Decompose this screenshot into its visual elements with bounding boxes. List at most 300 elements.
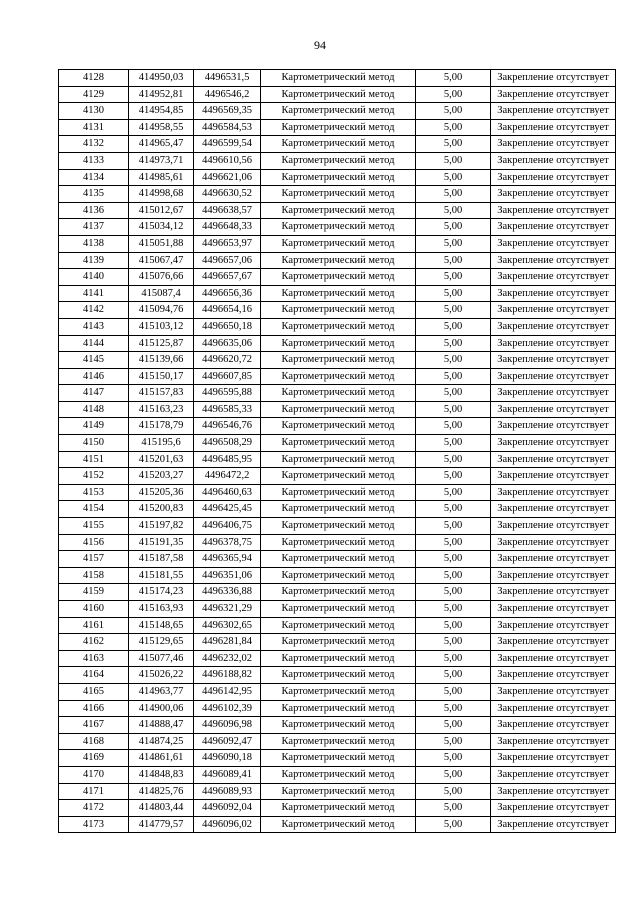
point-number-cell: 4131 xyxy=(59,119,129,136)
y-coordinate-cell: 4496089,93 xyxy=(194,783,261,800)
x-coordinate-cell: 414985,61 xyxy=(129,169,194,186)
table-row xyxy=(59,119,616,136)
x-coordinate-cell: 415076,66 xyxy=(129,269,194,286)
accuracy-cell: 5,00 xyxy=(416,119,491,136)
table-row xyxy=(59,451,616,468)
method-cell: Картометрический метод xyxy=(261,385,416,402)
method-cell: Картометрический метод xyxy=(261,335,416,352)
x-coordinate-cell: 415163,93 xyxy=(129,601,194,618)
table-row xyxy=(59,683,616,700)
y-coordinate-cell: 4496096,98 xyxy=(194,717,261,734)
point-number-cell: 4141 xyxy=(59,285,129,302)
accuracy-cell: 5,00 xyxy=(416,152,491,169)
y-coordinate-cell: 4496599,54 xyxy=(194,136,261,153)
method-cell: Картометрический метод xyxy=(261,136,416,153)
point-number-cell: 4143 xyxy=(59,318,129,335)
accuracy-cell: 5,00 xyxy=(416,385,491,402)
accuracy-cell: 5,00 xyxy=(416,717,491,734)
accuracy-cell: 5,00 xyxy=(416,783,491,800)
table-row xyxy=(59,518,616,535)
accuracy-cell: 5,00 xyxy=(416,800,491,817)
fixing-cell: Закрепление отсутствует xyxy=(491,766,616,783)
table-row xyxy=(59,86,616,103)
point-number-cell: 4156 xyxy=(59,534,129,551)
method-cell: Картометрический метод xyxy=(261,70,416,87)
y-coordinate-cell: 4496096,02 xyxy=(194,816,261,833)
accuracy-cell: 5,00 xyxy=(416,86,491,103)
method-cell: Картометрический метод xyxy=(261,800,416,817)
table-row xyxy=(59,617,616,634)
accuracy-cell: 5,00 xyxy=(416,169,491,186)
x-coordinate-cell: 415150,17 xyxy=(129,368,194,385)
x-coordinate-cell: 414825,76 xyxy=(129,783,194,800)
method-cell: Картометрический метод xyxy=(261,219,416,236)
x-coordinate-cell: 415103,12 xyxy=(129,318,194,335)
point-number-cell: 4142 xyxy=(59,302,129,319)
accuracy-cell: 5,00 xyxy=(416,252,491,269)
method-cell: Картометрический метод xyxy=(261,186,416,203)
method-cell: Картометрический метод xyxy=(261,617,416,634)
fixing-cell: Закрепление отсутствует xyxy=(491,717,616,734)
x-coordinate-cell: 414958,55 xyxy=(129,119,194,136)
table-row xyxy=(59,252,616,269)
table-row xyxy=(59,700,616,717)
y-coordinate-cell: 4496425,45 xyxy=(194,501,261,518)
y-coordinate-cell: 4496657,06 xyxy=(194,252,261,269)
point-number-cell: 4147 xyxy=(59,385,129,402)
point-number-cell: 4139 xyxy=(59,252,129,269)
point-number-cell: 4148 xyxy=(59,401,129,418)
accuracy-cell: 5,00 xyxy=(416,103,491,120)
table-row xyxy=(59,385,616,402)
table-row xyxy=(59,186,616,203)
method-cell: Картометрический метод xyxy=(261,269,416,286)
y-coordinate-cell: 4496142,95 xyxy=(194,683,261,700)
fixing-cell: Закрепление отсутствует xyxy=(491,385,616,402)
accuracy-cell: 5,00 xyxy=(416,551,491,568)
table-row xyxy=(59,567,616,584)
fixing-cell: Закрепление отсутствует xyxy=(491,235,616,252)
x-coordinate-cell: 415178,79 xyxy=(129,418,194,435)
x-coordinate-cell: 414900,06 xyxy=(129,700,194,717)
fixing-cell: Закрепление отсутствует xyxy=(491,401,616,418)
accuracy-cell: 5,00 xyxy=(416,584,491,601)
fixing-cell: Закрепление отсутствует xyxy=(491,750,616,767)
table-row xyxy=(59,103,616,120)
point-number-cell: 4160 xyxy=(59,601,129,618)
y-coordinate-cell: 4496657,67 xyxy=(194,269,261,286)
method-cell: Картометрический метод xyxy=(261,501,416,518)
point-number-cell: 4171 xyxy=(59,783,129,800)
page-number: 94 xyxy=(314,38,326,52)
method-cell: Картометрический метод xyxy=(261,534,416,551)
point-number-cell: 4155 xyxy=(59,518,129,535)
accuracy-cell: 5,00 xyxy=(416,368,491,385)
method-cell: Картометрический метод xyxy=(261,816,416,833)
table-row xyxy=(59,302,616,319)
y-coordinate-cell: 4496546,76 xyxy=(194,418,261,435)
fixing-cell: Закрепление отсутствует xyxy=(491,551,616,568)
fixing-cell: Закрепление отсутствует xyxy=(491,667,616,684)
x-coordinate-cell: 414963,77 xyxy=(129,683,194,700)
method-cell: Картометрический метод xyxy=(261,368,416,385)
point-number-cell: 4158 xyxy=(59,567,129,584)
table-row xyxy=(59,551,616,568)
table-row xyxy=(59,468,616,485)
y-coordinate-cell: 4496654,16 xyxy=(194,302,261,319)
fixing-cell: Закрепление отсутствует xyxy=(491,152,616,169)
y-coordinate-cell: 4496406,75 xyxy=(194,518,261,535)
point-number-cell: 4145 xyxy=(59,352,129,369)
accuracy-cell: 5,00 xyxy=(416,136,491,153)
fixing-cell: Закрепление отсутствует xyxy=(491,700,616,717)
method-cell: Картометрический метод xyxy=(261,584,416,601)
y-coordinate-cell: 4496281,84 xyxy=(194,634,261,651)
fixing-cell: Закрепление отсутствует xyxy=(491,484,616,501)
point-number-cell: 4151 xyxy=(59,451,129,468)
fixing-cell: Закрепление отсутствует xyxy=(491,368,616,385)
y-coordinate-cell: 4496595,88 xyxy=(194,385,261,402)
table-row xyxy=(59,534,616,551)
accuracy-cell: 5,00 xyxy=(416,335,491,352)
fixing-cell: Закрепление отсутствует xyxy=(491,169,616,186)
fixing-cell: Закрепление отсутствует xyxy=(491,136,616,153)
method-cell: Картометрический метод xyxy=(261,567,416,584)
table-row xyxy=(59,269,616,286)
table-row xyxy=(59,352,616,369)
fixing-cell: Закрепление отсутствует xyxy=(491,683,616,700)
point-number-cell: 4150 xyxy=(59,435,129,452)
accuracy-cell: 5,00 xyxy=(416,601,491,618)
table-row xyxy=(59,368,616,385)
method-cell: Картометрический метод xyxy=(261,717,416,734)
method-cell: Картометрический метод xyxy=(261,401,416,418)
y-coordinate-cell: 4496620,72 xyxy=(194,352,261,369)
method-cell: Картометрический метод xyxy=(261,468,416,485)
fixing-cell: Закрепление отсутствует xyxy=(491,86,616,103)
accuracy-cell: 5,00 xyxy=(416,567,491,584)
accuracy-cell: 5,00 xyxy=(416,534,491,551)
point-number-cell: 4164 xyxy=(59,667,129,684)
y-coordinate-cell: 4496188,82 xyxy=(194,667,261,684)
accuracy-cell: 5,00 xyxy=(416,518,491,535)
table-row xyxy=(59,783,616,800)
x-coordinate-cell: 415201,63 xyxy=(129,451,194,468)
point-number-cell: 4159 xyxy=(59,584,129,601)
y-coordinate-cell: 4496653,97 xyxy=(194,235,261,252)
point-number-cell: 4165 xyxy=(59,683,129,700)
accuracy-cell: 5,00 xyxy=(416,435,491,452)
y-coordinate-cell: 4496585,33 xyxy=(194,401,261,418)
fixing-cell: Закрепление отсутствует xyxy=(491,435,616,452)
x-coordinate-cell: 415067,47 xyxy=(129,252,194,269)
y-coordinate-cell: 4496485,95 xyxy=(194,451,261,468)
table-row xyxy=(59,285,616,302)
fixing-cell: Закрепление отсутствует xyxy=(491,219,616,236)
point-number-cell: 4138 xyxy=(59,235,129,252)
point-number-cell: 4149 xyxy=(59,418,129,435)
x-coordinate-cell: 415087,4 xyxy=(129,285,194,302)
table-row xyxy=(59,584,616,601)
y-coordinate-cell: 4496365,94 xyxy=(194,551,261,568)
point-number-cell: 4153 xyxy=(59,484,129,501)
accuracy-cell: 5,00 xyxy=(416,186,491,203)
accuracy-cell: 5,00 xyxy=(416,766,491,783)
x-coordinate-cell: 415157,83 xyxy=(129,385,194,402)
accuracy-cell: 5,00 xyxy=(416,451,491,468)
x-coordinate-cell: 415012,67 xyxy=(129,202,194,219)
x-coordinate-cell: 414779,57 xyxy=(129,816,194,833)
method-cell: Картометрический метод xyxy=(261,700,416,717)
y-coordinate-cell: 4496092,47 xyxy=(194,733,261,750)
fixing-cell: Закрепление отсутствует xyxy=(491,202,616,219)
method-cell: Картометрический метод xyxy=(261,103,416,120)
fixing-cell: Закрепление отсутствует xyxy=(491,650,616,667)
table-row xyxy=(59,650,616,667)
method-cell: Картометрический метод xyxy=(261,451,416,468)
method-cell: Картометрический метод xyxy=(261,766,416,783)
fixing-cell: Закрепление отсутствует xyxy=(491,252,616,269)
x-coordinate-cell: 414803,44 xyxy=(129,800,194,817)
accuracy-cell: 5,00 xyxy=(416,202,491,219)
method-cell: Картометрический метод xyxy=(261,202,416,219)
table-row xyxy=(59,667,616,684)
accuracy-cell: 5,00 xyxy=(416,235,491,252)
accuracy-cell: 5,00 xyxy=(416,219,491,236)
x-coordinate-cell: 414952,81 xyxy=(129,86,194,103)
x-coordinate-cell: 414950,03 xyxy=(129,70,194,87)
fixing-cell: Закрепление отсутствует xyxy=(491,103,616,120)
y-coordinate-cell: 4496650,18 xyxy=(194,318,261,335)
y-coordinate-cell: 4496630,52 xyxy=(194,186,261,203)
method-cell: Картометрический метод xyxy=(261,302,416,319)
method-cell: Картометрический метод xyxy=(261,285,416,302)
table-row xyxy=(59,750,616,767)
table-row xyxy=(59,484,616,501)
accuracy-cell: 5,00 xyxy=(416,733,491,750)
x-coordinate-cell: 415197,82 xyxy=(129,518,194,535)
method-cell: Картометрический метод xyxy=(261,551,416,568)
table-row xyxy=(59,800,616,817)
method-cell: Картометрический метод xyxy=(261,152,416,169)
x-coordinate-cell: 415148,65 xyxy=(129,617,194,634)
table-row xyxy=(59,70,616,87)
table-row xyxy=(59,219,616,236)
method-cell: Картометрический метод xyxy=(261,634,416,651)
y-coordinate-cell: 4496460,63 xyxy=(194,484,261,501)
method-cell: Картометрический метод xyxy=(261,235,416,252)
fixing-cell: Закрепление отсутствует xyxy=(491,468,616,485)
accuracy-cell: 5,00 xyxy=(416,302,491,319)
accuracy-cell: 5,00 xyxy=(416,418,491,435)
x-coordinate-cell: 414965,47 xyxy=(129,136,194,153)
y-coordinate-cell: 4496607,85 xyxy=(194,368,261,385)
point-number-cell: 4128 xyxy=(59,70,129,87)
fixing-cell: Закрепление отсутствует xyxy=(491,285,616,302)
coordinates-table-body xyxy=(59,70,616,833)
x-coordinate-cell: 415051,88 xyxy=(129,235,194,252)
point-number-cell: 4172 xyxy=(59,800,129,817)
accuracy-cell: 5,00 xyxy=(416,667,491,684)
accuracy-cell: 5,00 xyxy=(416,484,491,501)
point-number-cell: 4137 xyxy=(59,219,129,236)
point-number-cell: 4157 xyxy=(59,551,129,568)
point-number-cell: 4167 xyxy=(59,717,129,734)
x-coordinate-cell: 414848,83 xyxy=(129,766,194,783)
fixing-cell: Закрепление отсутствует xyxy=(491,269,616,286)
method-cell: Картометрический метод xyxy=(261,169,416,186)
y-coordinate-cell: 4496472,2 xyxy=(194,468,261,485)
table-row xyxy=(59,335,616,352)
method-cell: Картометрический метод xyxy=(261,783,416,800)
accuracy-cell: 5,00 xyxy=(416,318,491,335)
fixing-cell: Закрепление отсутствует xyxy=(491,70,616,87)
accuracy-cell: 5,00 xyxy=(416,617,491,634)
x-coordinate-cell: 415200,83 xyxy=(129,501,194,518)
fixing-cell: Закрепление отсутствует xyxy=(491,800,616,817)
method-cell: Картометрический метод xyxy=(261,119,416,136)
point-number-cell: 4173 xyxy=(59,816,129,833)
fixing-cell: Закрепление отсутствует xyxy=(491,534,616,551)
method-cell: Картометрический метод xyxy=(261,352,416,369)
point-number-cell: 4169 xyxy=(59,750,129,767)
table-row xyxy=(59,766,616,783)
accuracy-cell: 5,00 xyxy=(416,352,491,369)
x-coordinate-cell: 415077,46 xyxy=(129,650,194,667)
y-coordinate-cell: 4496610,56 xyxy=(194,152,261,169)
coordinates-table xyxy=(58,69,616,833)
point-number-cell: 4134 xyxy=(59,169,129,186)
x-coordinate-cell: 415205,36 xyxy=(129,484,194,501)
accuracy-cell: 5,00 xyxy=(416,401,491,418)
table-row xyxy=(59,418,616,435)
method-cell: Картометрический метод xyxy=(261,667,416,684)
point-number-cell: 4168 xyxy=(59,733,129,750)
method-cell: Картометрический метод xyxy=(261,750,416,767)
x-coordinate-cell: 414998,68 xyxy=(129,186,194,203)
x-coordinate-cell: 415026,22 xyxy=(129,667,194,684)
point-number-cell: 4163 xyxy=(59,650,129,667)
x-coordinate-cell: 415187,58 xyxy=(129,551,194,568)
fixing-cell: Закрепление отсутствует xyxy=(491,352,616,369)
accuracy-cell: 5,00 xyxy=(416,285,491,302)
point-number-cell: 4135 xyxy=(59,186,129,203)
fixing-cell: Закрепление отсутствует xyxy=(491,816,616,833)
table-row xyxy=(59,733,616,750)
y-coordinate-cell: 4496638,57 xyxy=(194,202,261,219)
point-number-cell: 4140 xyxy=(59,269,129,286)
x-coordinate-cell: 415094,76 xyxy=(129,302,194,319)
point-number-cell: 4162 xyxy=(59,634,129,651)
table-row xyxy=(59,169,616,186)
y-coordinate-cell: 4496656,36 xyxy=(194,285,261,302)
table-row xyxy=(59,235,616,252)
method-cell: Картометрический метод xyxy=(261,318,416,335)
accuracy-cell: 5,00 xyxy=(416,683,491,700)
fixing-cell: Закрепление отсутствует xyxy=(491,518,616,535)
table-row xyxy=(59,501,616,518)
method-cell: Картометрический метод xyxy=(261,418,416,435)
table-row xyxy=(59,634,616,651)
point-number-cell: 4166 xyxy=(59,700,129,717)
accuracy-cell: 5,00 xyxy=(416,816,491,833)
table-row xyxy=(59,401,616,418)
fixing-cell: Закрепление отсутствует xyxy=(491,418,616,435)
point-number-cell: 4170 xyxy=(59,766,129,783)
y-coordinate-cell: 4496584,53 xyxy=(194,119,261,136)
x-coordinate-cell: 414888,47 xyxy=(129,717,194,734)
accuracy-cell: 5,00 xyxy=(416,650,491,667)
fixing-cell: Закрепление отсутствует xyxy=(491,634,616,651)
method-cell: Картометрический метод xyxy=(261,86,416,103)
fixing-cell: Закрепление отсутствует xyxy=(491,335,616,352)
y-coordinate-cell: 4496635,06 xyxy=(194,335,261,352)
point-number-cell: 4129 xyxy=(59,86,129,103)
table-row xyxy=(59,318,616,335)
y-coordinate-cell: 4496378,75 xyxy=(194,534,261,551)
accuracy-cell: 5,00 xyxy=(416,501,491,518)
point-number-cell: 4130 xyxy=(59,103,129,120)
accuracy-cell: 5,00 xyxy=(416,269,491,286)
y-coordinate-cell: 4496531,5 xyxy=(194,70,261,87)
x-coordinate-cell: 415129,65 xyxy=(129,634,194,651)
x-coordinate-cell: 415034,12 xyxy=(129,219,194,236)
fixing-cell: Закрепление отсутствует xyxy=(491,302,616,319)
fixing-cell: Закрепление отсутствует xyxy=(491,318,616,335)
accuracy-cell: 5,00 xyxy=(416,70,491,87)
fixing-cell: Закрепление отсутствует xyxy=(491,601,616,618)
method-cell: Картометрический метод xyxy=(261,601,416,618)
accuracy-cell: 5,00 xyxy=(416,750,491,767)
fixing-cell: Закрепление отсутствует xyxy=(491,501,616,518)
fixing-cell: Закрепление отсутствует xyxy=(491,119,616,136)
x-coordinate-cell: 414874,25 xyxy=(129,733,194,750)
fixing-cell: Закрепление отсутствует xyxy=(491,451,616,468)
point-number-cell: 4146 xyxy=(59,368,129,385)
x-coordinate-cell: 415191,35 xyxy=(129,534,194,551)
method-cell: Картометрический метод xyxy=(261,683,416,700)
point-number-cell: 4154 xyxy=(59,501,129,518)
y-coordinate-cell: 4496302,65 xyxy=(194,617,261,634)
y-coordinate-cell: 4496351,06 xyxy=(194,567,261,584)
fixing-cell: Закрепление отсутствует xyxy=(491,186,616,203)
y-coordinate-cell: 4496090,18 xyxy=(194,750,261,767)
x-coordinate-cell: 414954,85 xyxy=(129,103,194,120)
y-coordinate-cell: 4496092,04 xyxy=(194,800,261,817)
x-coordinate-cell: 415125,87 xyxy=(129,335,194,352)
fixing-cell: Закрепление отсутствует xyxy=(491,584,616,601)
x-coordinate-cell: 415163,23 xyxy=(129,401,194,418)
point-number-cell: 4136 xyxy=(59,202,129,219)
fixing-cell: Закрепление отсутствует xyxy=(491,783,616,800)
point-number-cell: 4133 xyxy=(59,152,129,169)
accuracy-cell: 5,00 xyxy=(416,634,491,651)
table-row xyxy=(59,717,616,734)
table-row xyxy=(59,601,616,618)
y-coordinate-cell: 4496569,35 xyxy=(194,103,261,120)
x-coordinate-cell: 415139,66 xyxy=(129,352,194,369)
point-number-cell: 4144 xyxy=(59,335,129,352)
table-row xyxy=(59,435,616,452)
y-coordinate-cell: 4496508,29 xyxy=(194,435,261,452)
fixing-cell: Закрепление отсутствует xyxy=(491,617,616,634)
y-coordinate-cell: 4496621,06 xyxy=(194,169,261,186)
x-coordinate-cell: 414973,71 xyxy=(129,152,194,169)
y-coordinate-cell: 4496546,2 xyxy=(194,86,261,103)
point-number-cell: 4152 xyxy=(59,468,129,485)
table-row xyxy=(59,152,616,169)
fixing-cell: Закрепление отсутствует xyxy=(491,567,616,584)
